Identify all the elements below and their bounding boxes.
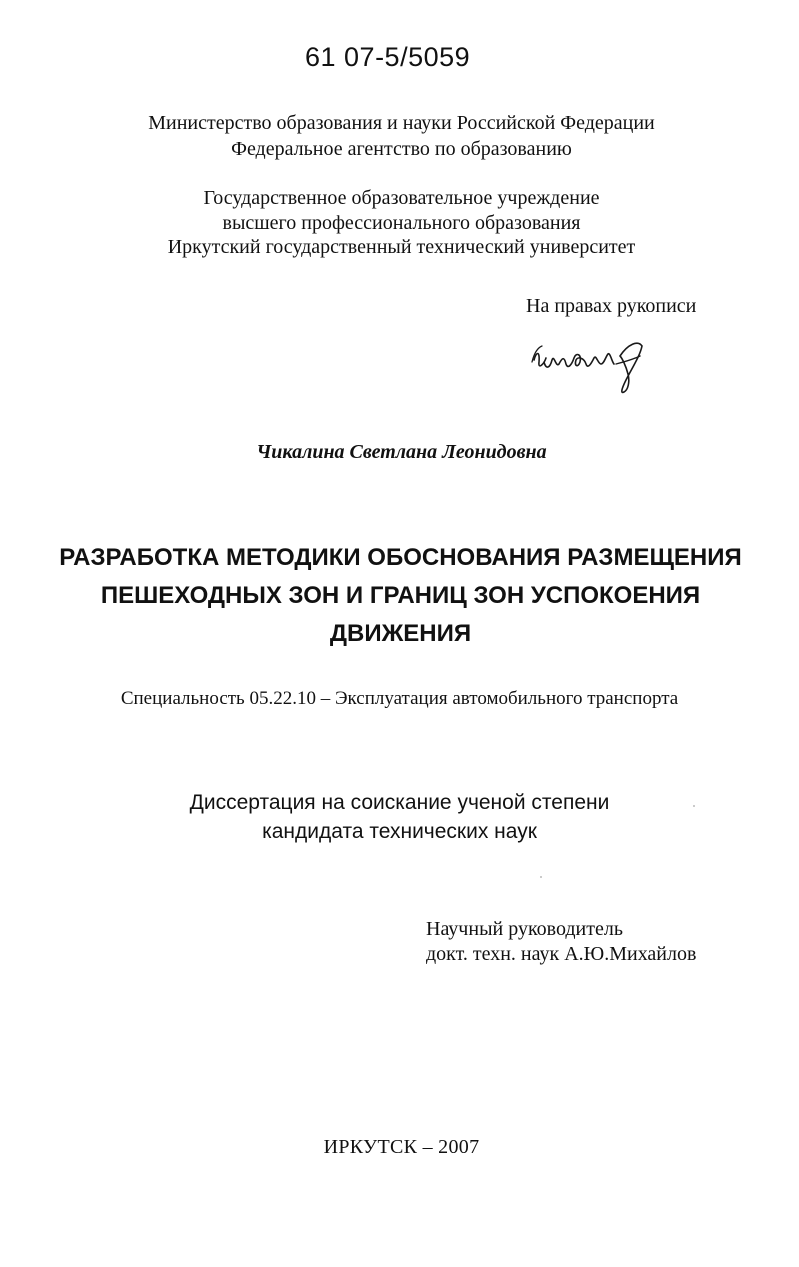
- degree-line-1: Диссертация на соискание ученой степени: [189, 791, 610, 814]
- city-year: ИРКУТСК – 2007: [323, 1136, 480, 1158]
- specialty-line: Специальность 05.22.10 – Эксплуатация автомобильного транспорта: [120, 688, 679, 709]
- author-name: Чикалина Светлана Леонидовна: [256, 441, 547, 463]
- agency-name: Федеральное агентство по образованию: [231, 138, 572, 160]
- archive-number: 61 07-5/5059: [305, 42, 471, 72]
- dissertation-title-line-3: ДВИЖЕНИЯ: [329, 620, 472, 647]
- institution-type-line-1: Государственное образовательное учреждение: [203, 187, 600, 209]
- ministry-name: Министерство образования и науки Российской Федерации: [148, 112, 655, 134]
- dissertation-title-line-2: ПЕШЕХОДНЫХ ЗОН И ГРАНИЦ ЗОН УСПОКОЕНИЯ: [100, 582, 701, 609]
- degree-line-2: кандидата технических наук: [262, 820, 537, 843]
- scan-speck: [540, 876, 542, 878]
- supervisor-name: докт. техн. наук А.Ю.Михайлов: [426, 943, 697, 965]
- supervisor-label: Научный руководитель: [426, 918, 623, 940]
- scan-speck: [693, 805, 695, 807]
- institution-type-line-2: высшего профессионального образования: [222, 212, 581, 234]
- manuscript-rights-note: На правах рукописи: [526, 295, 697, 317]
- dissertation-title-line-1: РАЗРАБОТКА МЕТОДИКИ ОБОСНОВАНИЯ РАЗМЕЩЕНИЯ: [59, 544, 742, 571]
- handwritten-signature: [528, 334, 658, 398]
- university-name: Иркутский государственный технический университет: [167, 236, 636, 258]
